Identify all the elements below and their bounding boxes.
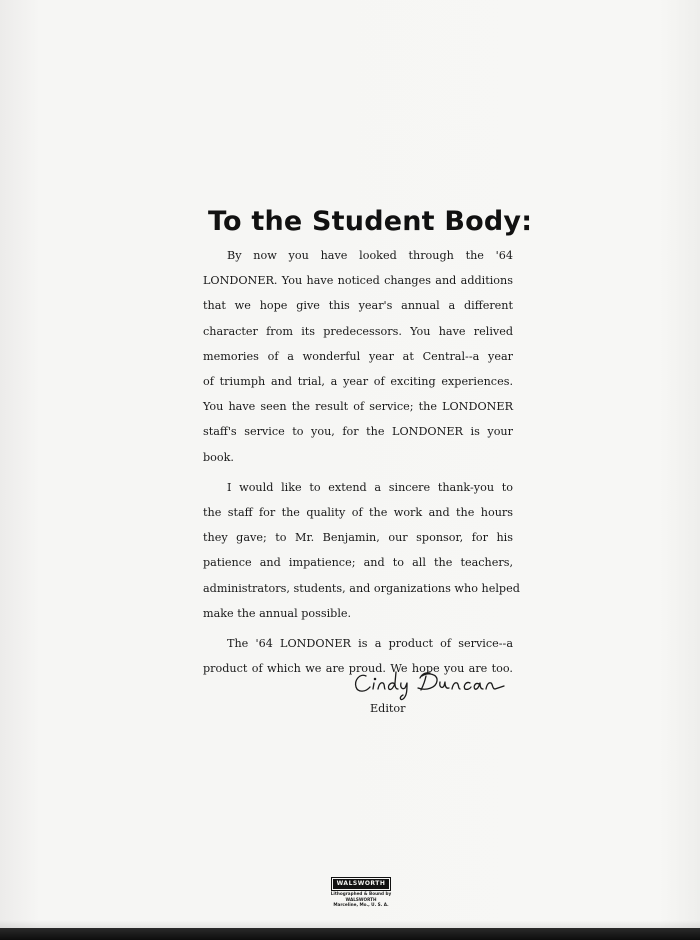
- paragraph-1-continued: [203, 268, 513, 470]
- imprint-line: Marceline, Mo., U. S. A.: [333, 902, 389, 908]
- paragraph-line: character from its predecessors. You have relived: [203, 324, 513, 338]
- paragraph-line: book.: [203, 450, 234, 464]
- paragraph-line: By now you have looked through the '64: [227, 249, 513, 262]
- imprint-line: Lithographed & Bound by: [330, 891, 392, 896]
- logo-text: WALSWORTH: [333, 879, 390, 889]
- paragraph-line: of triumph and trial, a year of exciting experiences.: [203, 375, 513, 389]
- paragraph-line: make the annual possible.: [203, 606, 352, 620]
- paragraph-line: they gave; to Mr. Benjamin, our sponsor, for his: [203, 531, 513, 545]
- scan-bottom-edge: [0, 928, 700, 940]
- paragraph-line: administrators, students, and organizations who helped: [203, 581, 520, 595]
- paragraph-line: the staff for the quality of the work and the hours: [203, 506, 513, 520]
- paragraph-3: [203, 631, 513, 656]
- paragraph-line: that we hope give this year's annual a different: [203, 299, 513, 313]
- paragraph-line: You have seen the result of service; the LONDONER: [203, 400, 513, 414]
- paragraph-line: I would like to extend a sincere thank-you to: [227, 480, 513, 494]
- paragraph-line: memories of a wonderful year at Central--a year: [203, 349, 513, 363]
- page-title: To the Student Body:: [208, 206, 533, 237]
- page-edge-shadow: [0, 920, 700, 928]
- signer-title: Editor: [370, 702, 406, 715]
- paragraph-line: product of which we are proud. We hope you are too.: [203, 662, 513, 676]
- letter-body: [203, 205, 533, 681]
- paragraph-1: [203, 243, 513, 268]
- walsworth-logo: [331, 877, 392, 891]
- paragraph-line: LONDONER. You have noticed changes and additions: [203, 274, 513, 288]
- paragraph-2-continued: [203, 500, 520, 626]
- paragraph-line: patience and impatience; and to all the teachers,: [203, 556, 513, 570]
- printer-imprint: [326, 870, 396, 908]
- paragraph-line: The '64 LONDONER is a product of service--a: [227, 637, 513, 651]
- handwritten-signature: [352, 668, 517, 702]
- paragraph-line: staff's service to you, for the LONDONER is your: [203, 425, 513, 439]
- imprint-line: WALSWORTH: [345, 896, 377, 902]
- paragraph-2: [203, 475, 513, 500]
